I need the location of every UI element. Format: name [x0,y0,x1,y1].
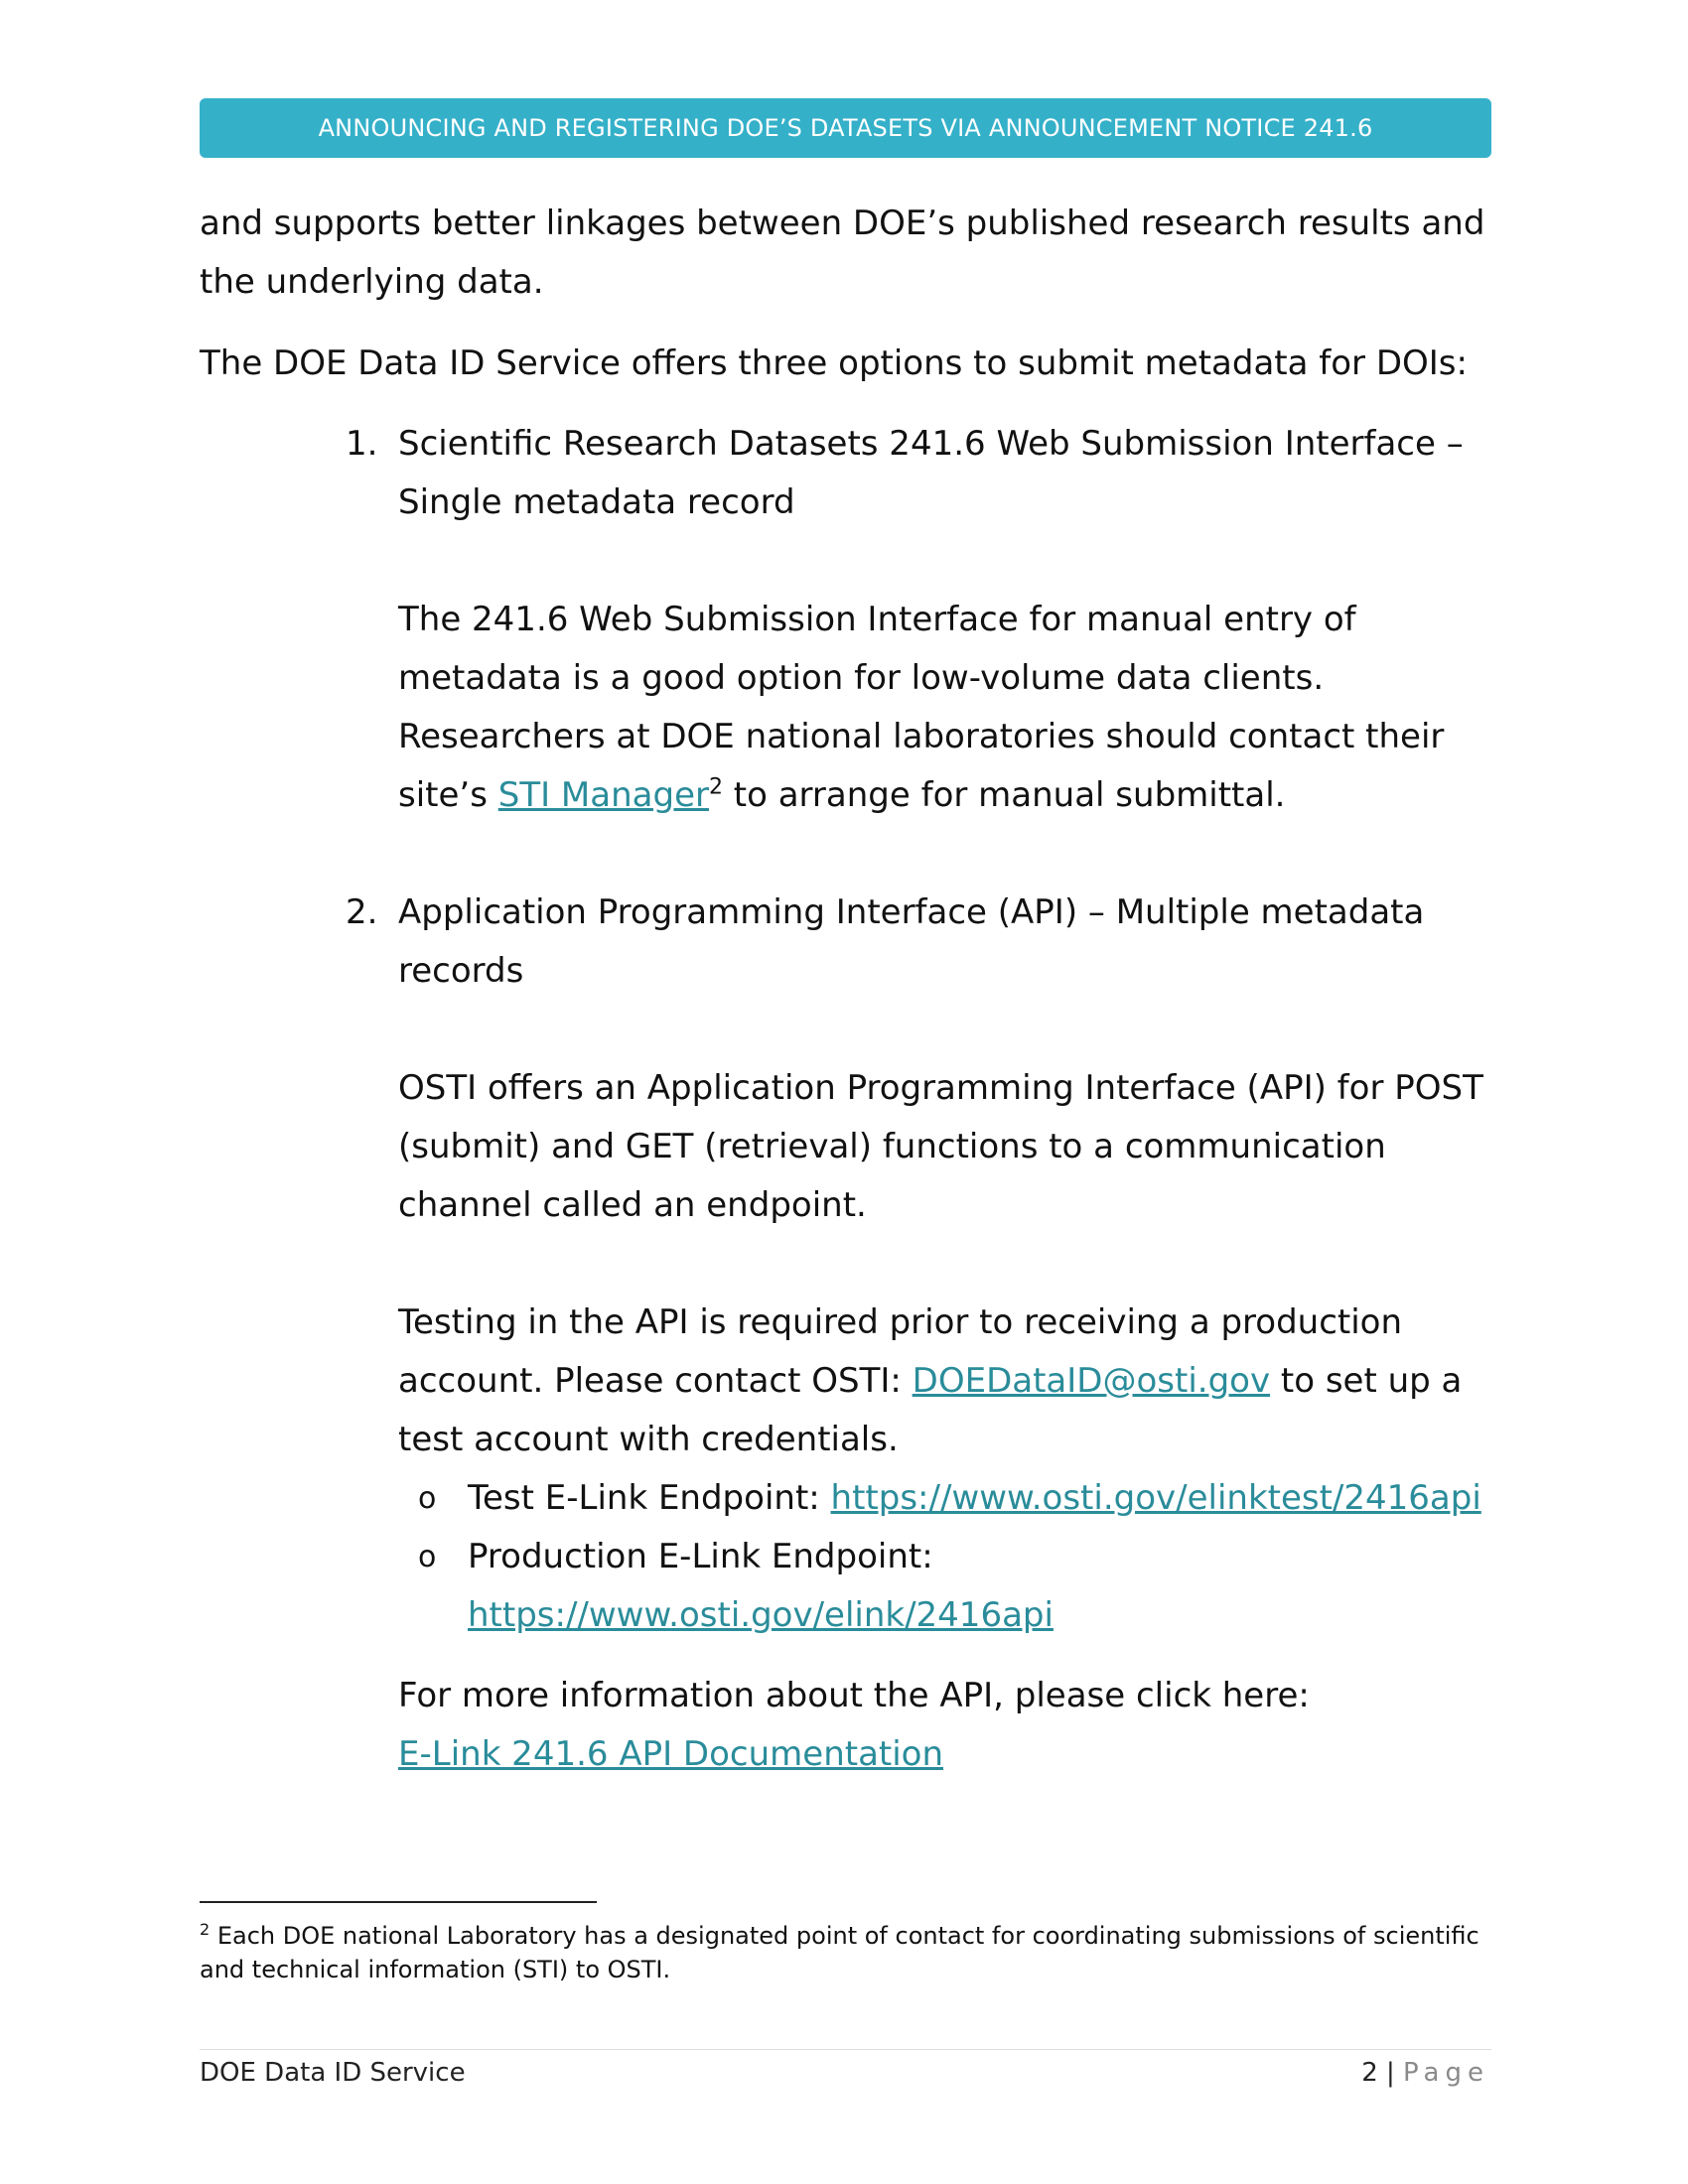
option-2-description: OSTI offers an Application Programming Interface (API) for POST (submit) and GET (retrieval) functions to a communication channel called an endpoint. [398,1068,1483,1225]
more-info-text: For more information about the API, please click here: [398,1676,1310,1715]
option-1-desc-after: to arrange for manual submittal. [722,775,1286,815]
page-header-banner [200,98,1491,158]
option-1-number: 1. [346,424,378,464]
option-2-number: 2. [346,892,378,932]
production-endpoint-link[interactable]: https://www.osti.gov/elink/2416api [468,1595,1054,1635]
bullet-circle-icon: o [418,1481,437,1516]
options-intro-paragraph [200,335,1510,393]
page-separator: | [1377,2058,1404,2088]
page-number: 2 [1361,2058,1378,2088]
intro-text: and supports better linkages between DOE’s published research results and the underlying data. [200,204,1485,302]
option-1-title: Scientific Research Datasets 241.6 Web Submission Interface – Single metadata record [398,424,1464,522]
sti-manager-link[interactable]: STI Manager [497,775,709,815]
options-intro-text: The DOE Data ID Service offers three options to submit metadata for DOIs: [200,343,1468,383]
footnote-divider [200,1901,597,1903]
footer-divider [200,2049,1491,2050]
footnote-ref-2: 2 [708,774,723,800]
option-2-title: Application Programming Interface (API) – Multiple metadata records [398,892,1425,991]
endpoint-production-label: Production E-Link Endpoint: [468,1537,933,1576]
option-2-testing-before: Testing in the API is required prior to receiving a production account. Please contact OSTI: [398,1302,1403,1401]
page-number-block [1361,2058,1489,2088]
test-endpoint-link[interactable]: https://www.osti.gov/elinktest/2416api [830,1478,1481,1518]
endpoint-item-test [398,1469,1500,1528]
email-link[interactable]: DOEDataID@osti.gov [912,1361,1271,1401]
footnote [200,1919,1490,1986]
endpoint-list [398,1469,1500,1645]
api-documentation-link[interactable]: E-Link 241.6 API Documentation [398,1734,944,1774]
endpoint-item-production [398,1528,1500,1645]
footnote-text: Each DOE national Laboratory has a designated point of contact for coordinating submissions of scientific and technical information (STI) to OSTI. [200,1922,1479,1983]
intro-paragraph [200,195,1510,312]
option-2-content [398,884,1500,1784]
footnote-number: 2 [200,1920,211,1939]
option-1-description [398,591,1500,825]
bullet-circle-icon: o [418,1540,437,1574]
option-1-desc-before: The 241.6 Web Submission Interface for manual entry of metadata is a good option for low-volume data clients. Researchers at DOE national laboratories should contact their site’s [398,600,1445,815]
header-title: ANNOUNCING AND REGISTERING DOE’S DATASETS VIA ANNOUNCEMENT NOTICE 241.6 [318,114,1373,142]
page-word: Page [1403,2058,1489,2088]
option-1-content [398,415,1500,825]
api-doc-paragraph [398,1725,1500,1784]
option-2-testing [398,1294,1500,1469]
endpoint-test-label: Test E-Link Endpoint: [468,1478,831,1518]
option-2-testing-after: to set up a test account with credentials. [398,1361,1463,1459]
footer-title: DOE Data ID Service [200,2058,466,2088]
